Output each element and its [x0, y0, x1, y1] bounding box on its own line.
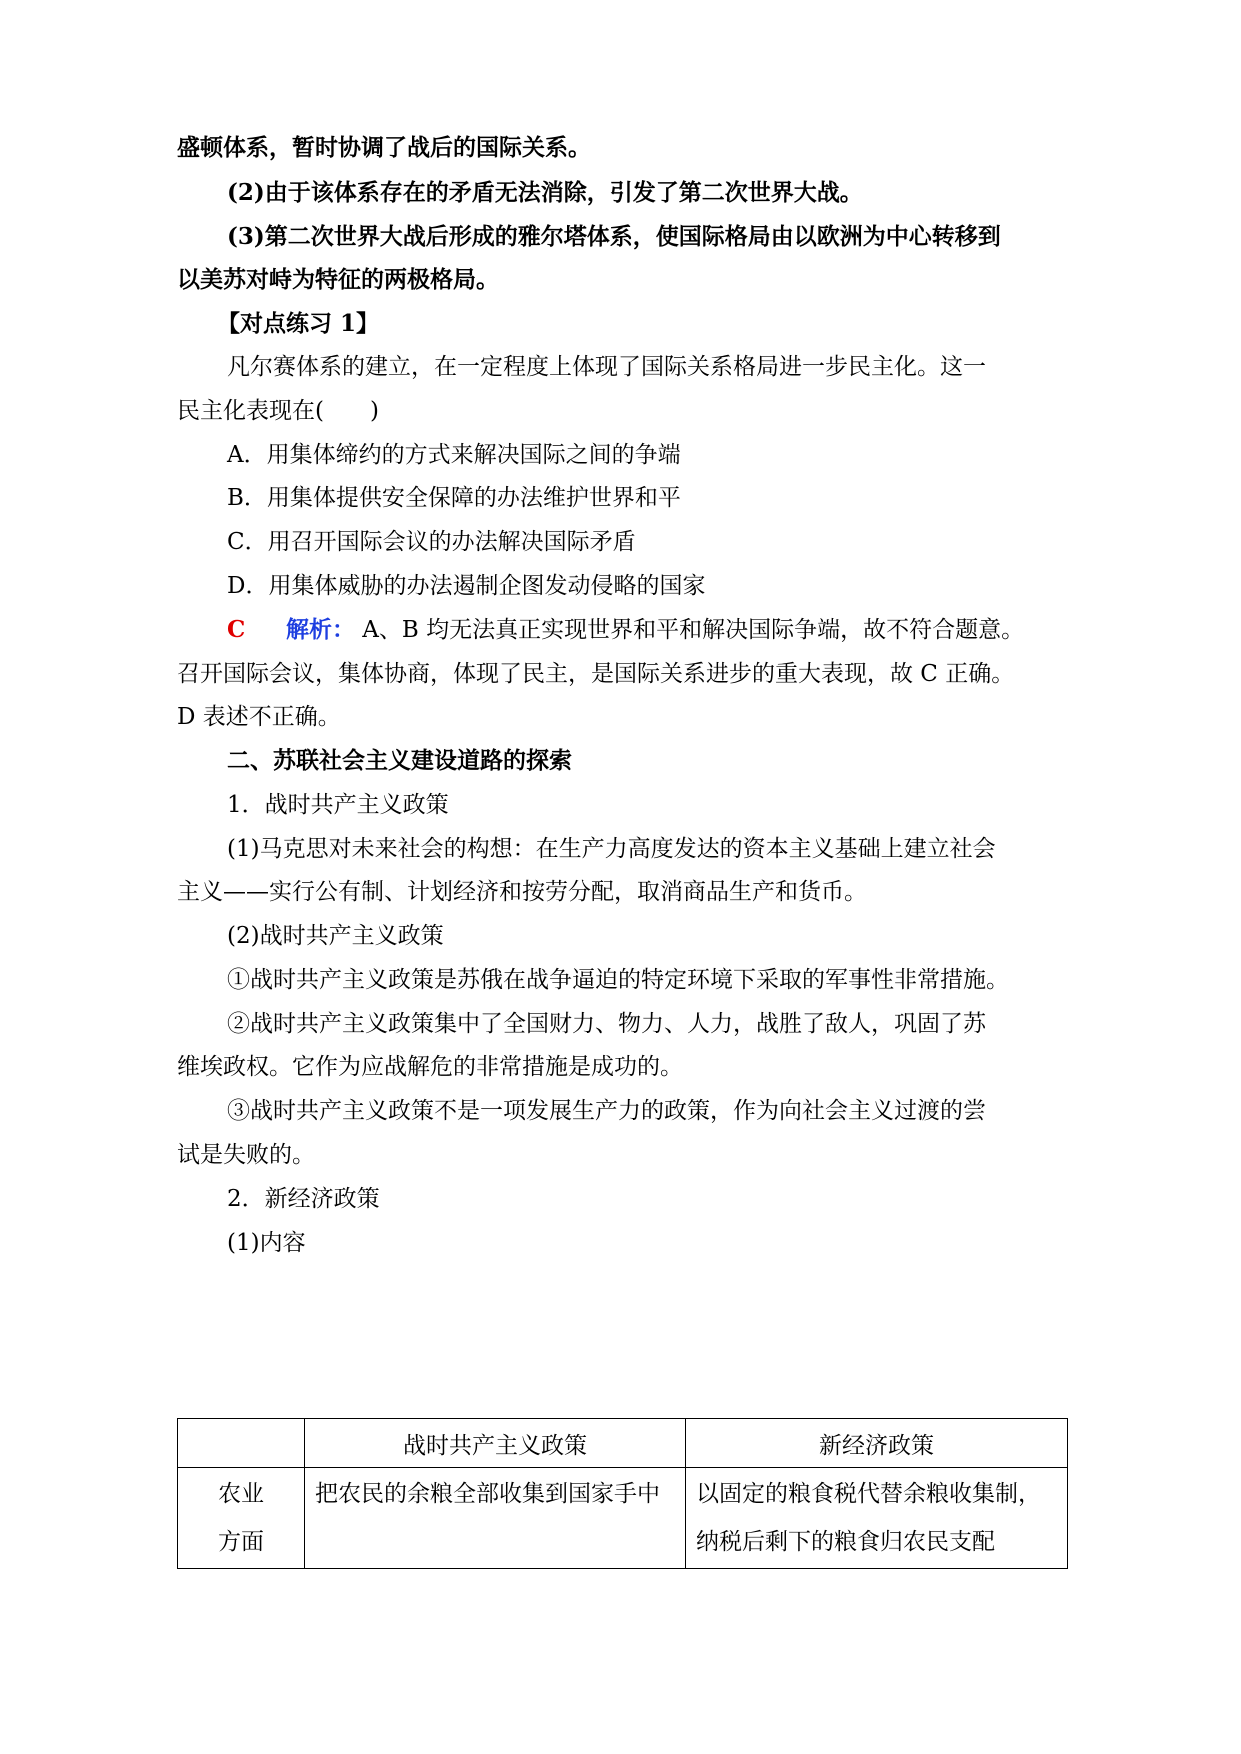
paragraph-point-2: (2)由于该体系存在的矛盾无法消除，引发了第二次世界大战。 — [227, 179, 863, 206]
point-3-line1: ③战时共产主义政策不是一项发展生产力的政策，作为向社会主义过渡的尝 — [227, 1098, 986, 1124]
option-c: C．用召开国际会议的办法解决国际矛盾 — [227, 529, 636, 555]
analysis-label: 解析： — [285, 616, 355, 643]
option-a: A．用集体缔约的方式来解决国际之间的争端 — [227, 442, 681, 468]
point-2-line1: ②战时共产主义政策集中了全国财力、物力、人力，战胜了敌人，巩固了苏 — [227, 1011, 986, 1037]
table-cell-war-communism: 把农民的余粮全部收集到国家手中 — [305, 1468, 686, 1569]
point-2-line2: 维埃政权。它作为应战解危的非常措施是成功的。 — [177, 1054, 683, 1080]
analysis-line3: D 表述不正确。 — [177, 704, 341, 730]
point-3-line2: 试是失败的。 — [177, 1142, 315, 1168]
option-d: D．用集体威胁的办法遏制企图发动侵略的国家 — [227, 573, 706, 599]
answer-letter: C — [227, 616, 246, 643]
exercise-question-line2: 民主化表现在( ) — [177, 398, 379, 424]
analysis-text-1: A、B 均无法真正实现世界和平和解决国际争端，故不符合题意。 — [362, 617, 1025, 643]
paragraph-line: 盛顿体系，暂时协调了战后的国际关系。 — [177, 134, 591, 161]
analysis-line2: 召开国际会议，集体协商，体现了民主，是国际关系进步的重大表现，故 C 正确。 — [177, 661, 1015, 687]
table-cell-category — [178, 1468, 305, 1569]
subheading-war-communism-policy: (2)战时共产主义政策 — [227, 923, 444, 949]
point-1: ①战时共产主义政策是苏俄在战争逼迫的特定环境下采取的军事性非常措施。 — [227, 967, 1009, 993]
marx-vision-line2: 主义——实行公有制、计划经济和按劳分配，取消商品生产和货币。 — [177, 879, 867, 905]
table-cell-nep: 以固定的粮食税代替余粮收集制，纳税后剩下的粮食归农民支配 — [686, 1468, 1068, 1569]
paragraph-point-3-line1: (3)第二次世界大战后形成的雅尔塔体系，使国际格局由以欧洲为中心转移到 — [227, 223, 1001, 250]
paragraph-point-3-line2: 以美苏对峙为特征的两极格局。 — [177, 266, 499, 293]
table-header-war-communism: 战时共产主义政策 — [305, 1419, 686, 1468]
category-label: 农业方面 — [218, 1481, 264, 1555]
table-row — [178, 1468, 1068, 1569]
policy-comparison-table — [177, 1418, 1068, 1569]
subheading-content: (1)内容 — [227, 1230, 306, 1256]
analysis-line1 — [227, 615, 1024, 645]
section-heading: 二、苏联社会主义建设道路的探索 — [227, 747, 572, 774]
table-header-nep: 新经济政策 — [686, 1419, 1068, 1468]
table-header-row — [178, 1419, 1068, 1468]
table-header-empty — [178, 1419, 305, 1468]
option-b: B．用集体提供安全保障的办法维护世界和平 — [227, 485, 681, 511]
exercise-question-line1: 凡尔赛体系的建立，在一定程度上体现了国际关系格局进一步民主化。这一 — [227, 354, 986, 380]
exercise-heading: 【对点练习 1】 — [217, 310, 380, 337]
subheading-nep: 2．新经济政策 — [227, 1186, 380, 1212]
marx-vision-line1: (1)马克思对未来社会的构想：在生产力高度发达的资本主义基础上建立社会 — [227, 836, 996, 862]
subheading-war-communism: 1．战时共产主义政策 — [227, 792, 449, 818]
